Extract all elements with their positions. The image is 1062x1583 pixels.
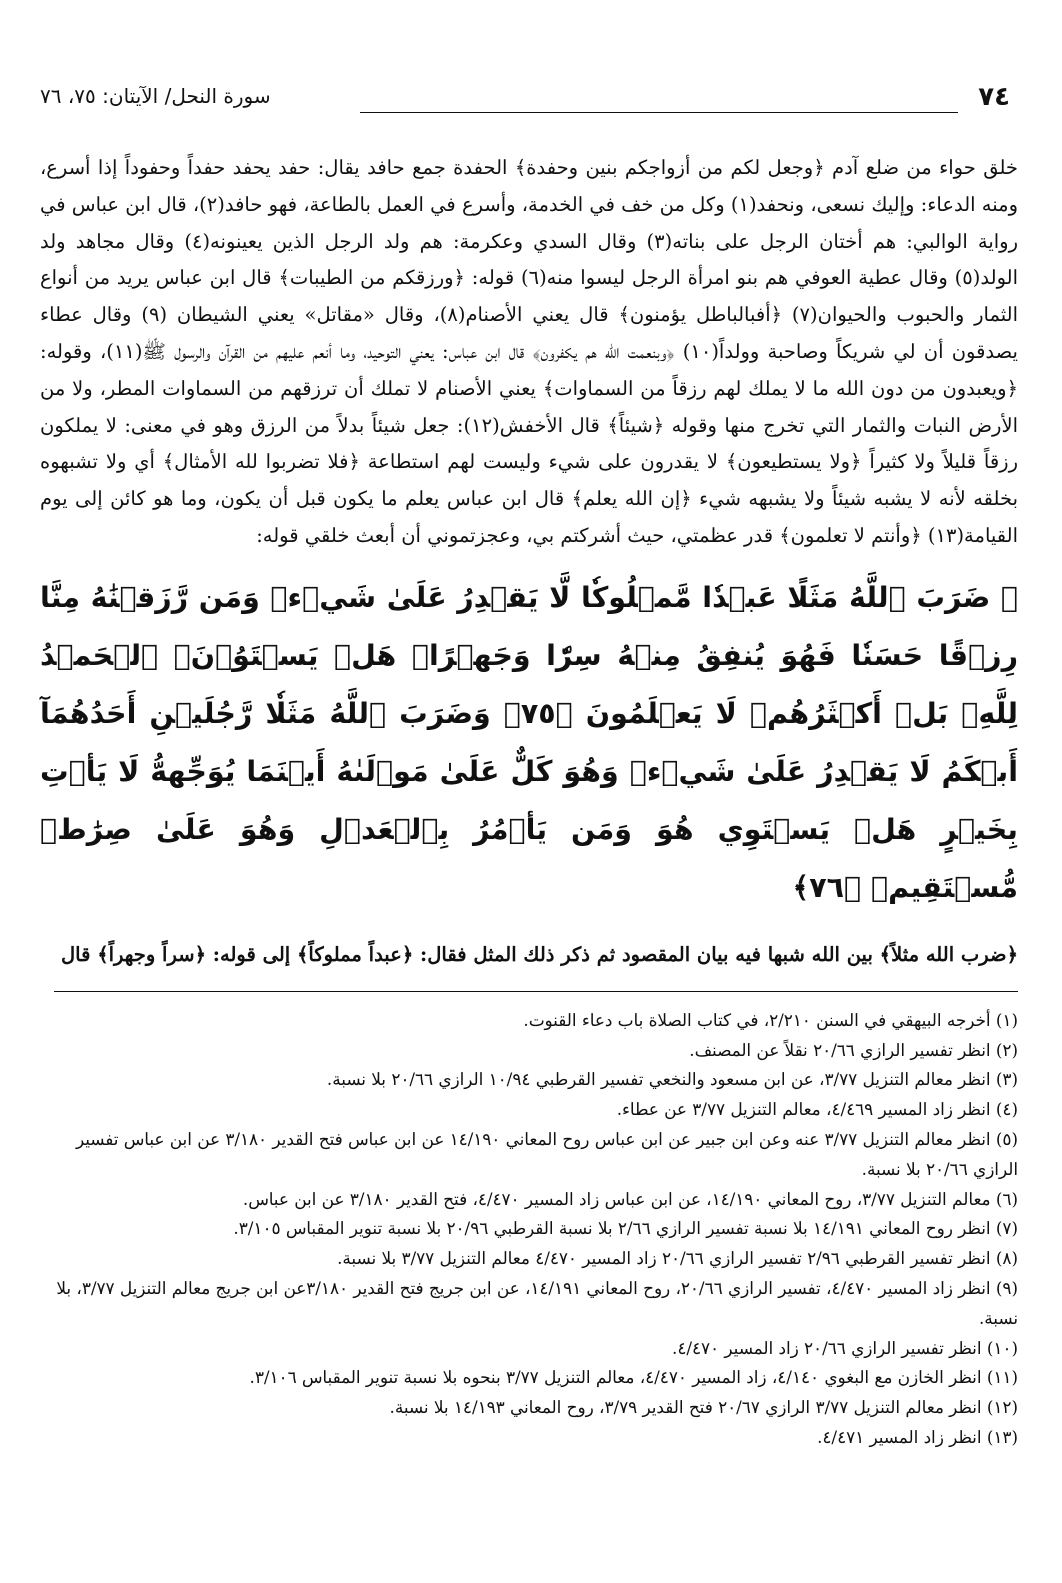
after-verse-text: ﴿ضرب الله مثلاً﴾ بين الله شبها فيه بيان المقصود ثم ذكر ذلك المثل فقال: ﴿عبداً مملوكاً﴾ إلى قوله: ﴿سراً وجهراً﴾ قال [60, 942, 1018, 966]
footnote: (٧) انظر روح المعاني ١٤/١٩١ بلا نسبة تفسير الرازي ٢/٦٦ بلا نسبة القرطبي ٢٠/٩٦ بلا نسبة تنوير المقباس ٣/١٠٥. [233, 1218, 1018, 1239]
commentary-paragraph: خلق حواء من ضلع آدم ﴿وجعل لكم من أزواجكم بنين وحفدة﴾ الحفدة جمع حافد يقال: حفد يحفد حفداً وحفوداً إذا أسرع، ومنه الدعاء: وإليك نسعى، ونحفد(١) وكل من خف في الخدمة، وأسرع في العمل بالطاعة، فهو حافد(٢)، قال ابن عباس في رواية الوالبي: هم أختان الرجل على بناته(٣) وقال السدي وعكرمة: هم ولد الرجل الذين يعينونه(٤) وقال مجاهد ولد الولد(٥) وقال عطية العوفي هم بنو امرأة الرجل ليسوا منه(٦) قوله: ﴿ورزقكم من الطيبات﴾ قال ابن عباس يريد من أنواع الثمار والحبوب والحيوان(٧) ﴿أفبالباطل يؤمنون﴾ قال يعني الأصنام(٨)، وقال «مقاتل» يعني الشيطان (٩) وقال عطاء يصدقون أن لي شريكاً وصاحبة وولداً(١٠) ﴿وبنعمت الله هم يكفرون﴾ قال ابن عباس: يعني التوحيد، وما أنعم عليهم من القرآن والرسول ﷺ(١١)، وقوله: ﴿ويعبدون من دون الله ما لا يملك لهم رزقاً من السماوات﴾ يعني الأصنام لا تملك أن ترزقهم من السماوات المطر، ولا من الأرض النبات والثمار التي تخرج منها وقوله ﴿شيئاً﴾ قال الأخفش(١٢): جعل شيئاً بدلاً من الرزق وهو في معنى: لا يملكون رزقاً قليلاً ولا كثيراً ﴿ولا يستطيعون﴾ لا يقدرون على شيء وليست لهم استطاعة ﴿فلا تضربوا لله الأمثال﴾ أي ولا تشبهوه بخلقه لأنه لا يشبه شيئاً ولا يشبهه شيء ﴿إن الله يعلم﴾ قال ابن عباس يعلم ما يكون قبل أن يكون، وما هو كائن إلى يوم القيامة(١٣) ﴿وأنتم لا تعلمون﴾ قدر عظمتي، حيث أشركتم بي، وعجزتموني أن أبعث خلقي قوله: [40, 156, 1019, 547]
footnote-rule [54, 991, 1018, 992]
quran-verse: ۞ ضَرَبَ ٱللَّهُ مَثَلًا عَبۡدٗا مَّمۡلُوكٗا لَّا يَقۡدِرُ عَلَىٰ شَيۡءٖ وَمَن رَّزَقۡنَٰهُ مِنَّا رِزۡقًا حَسَنٗا فَهُوَ يُنفِقُ مِنۡهُ سِرّٗا وَجَهۡرًاۖ هَلۡ يَسۡتَوُۥنَۚ ٱلۡحَمۡدُ لِلَّهِۚ بَلۡ أَكۡثَرُهُمۡ لَا يَعۡلَمُونَ ﴿٧٥﴾ وَضَرَبَ ٱللَّهُ مَثَلٗا رَّجُلَيۡنِ أَحَدُهُمَآ أَبۡكَمُ لَا يَقۡدِرُ عَلَىٰ شَيۡءٖ وَهُوَ كَلٌّ عَلَىٰ مَوۡلَىٰهُ أَيۡنَمَا يُوَجِّههُّ لَا يَأۡتِ بِخَيۡرٍ هَلۡ يَسۡتَوِي هُوَ وَمَن يَأۡمُرُ بِٱلۡعَدۡلِ وَهُوَ عَلَىٰ صِرَٰطٖ مُّسۡتَقِيمٖ ﴿٧٦﴾ [40, 580, 1018, 904]
commentary-text [40, 150, 1018, 555]
footnotes [40, 1006, 1018, 1453]
header-rule [360, 112, 958, 113]
footnote: (٤) انظر زاد المسير ٤/٤٦٩، معالم التنزيل ٣/٧٧ عن عطاء. [616, 1099, 1018, 1120]
footnote: (٩) انظر زاد المسير ٤/٤٧٠، تفسير الرازي ٢٠/٦٦، روح المعاني ١٤/١٩١، عن ابن جريج فتح القدير ٣/١٨٠عن ابن جريج معالم التنزيل ٣/٧٧، بلا نسبة. [56, 1277, 1018, 1328]
page [40, 70, 1018, 1453]
footnote: (٨) انظر تفسير القرطبي ٢/٩٦ تفسير الرازي ٢٠/٦٦ زاد المسير ٤/٤٧٠ معالم التنزيل ٣/٧٧ بلا نسبة. [337, 1248, 1018, 1269]
page-number: ٧٤ [978, 82, 1010, 112]
footnote: (٥) انظر معالم التنزيل ٣/٧٧ عنه وعن ابن جبير عن ابن عباس روح المعاني ١٤/١٩٠ عن ابن عباس فتح القدير ٣/١٨٠ عن ابن عباس تفسير الرازي ٢٠/٦٦ بلا نسبة. [75, 1128, 1018, 1179]
page-header [40, 70, 1018, 110]
footnote: (٣) انظر معالم التنزيل ٣/٧٧، عن ابن مسعود والنخعي تفسير القرطبي ١٠/٩٤ الرازي ٢٠/٦٦ بلا نسبة. [326, 1069, 1018, 1090]
footnote: (١٢) انظر معالم التنزيل ٣/٧٧ الرازي ٢٠/٦٧ فتح القدير ٣/٧٩، روح المعاني ١٤/١٩٣ بلا نسبة. [389, 1397, 1018, 1418]
footnote: (٢) انظر تفسير الرازي ٢٠/٦٦ نقلاً عن المصنف. [689, 1039, 1018, 1060]
footnote: (١) أخرجه البيهقي في السنن ٢/٢١٠، في كتاب الصلاة باب دعاء القنوت. [523, 1009, 1018, 1030]
footnote: (٦) معالم التنزيل ٣/٧٧، روح المعاني ١٤/١٩٠، عن ابن عباس زاد المسير ٤/٤٧٠، فتح القدير ٣/١٨٠ عن ابن عباس. [242, 1188, 1018, 1209]
footnote: (١١) انظر الخازن مع البغوي ٤/١٤٠، زاد المسير ٤/٤٧٠، معالم التنزيل ٣/٧٧ بنحوه بلا نسبة تنوير المقباس ٣/١٠٦. [249, 1367, 1018, 1388]
surah-title: سورة النحل/ الآيتان: ٧٥، ٧٦ [40, 84, 271, 108]
footnote: (١٠) انظر تفسير الرازي ٢٠/٦٦ زاد المسير ٤/٤٧٠. [671, 1337, 1018, 1358]
footnote: (١٣) انظر زاد المسير ٤/٤٧١. [817, 1426, 1018, 1447]
